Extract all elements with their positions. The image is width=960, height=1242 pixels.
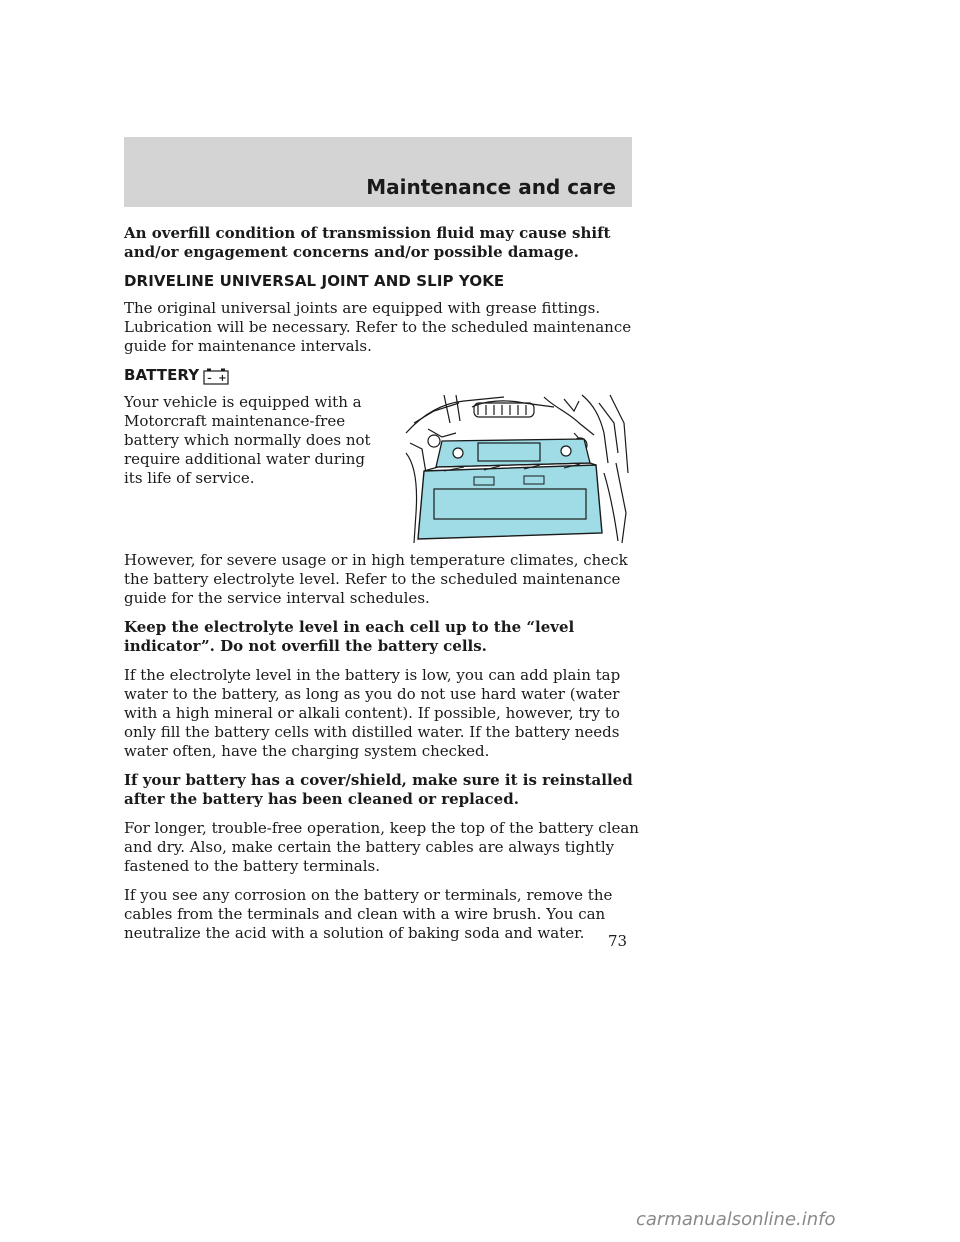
severe-usage-text: However, for severe usage or in high temperature climates, check the battery electrolyte level. Refer to the scheduled maintenance guide for the service interval schedules. [124, 551, 628, 607]
low-electrolyte-text: If the electrolyte level in the battery is low, you can add plain tap water to the battery, as long as you do not use hard water (water with a high mineral or alkali content). If possible, however, try to only fill the battery cells with distilled water. If the battery needs water often, have the charging system checked. [124, 666, 621, 760]
corrosion-text: If you see any corrosion on the battery or terminals, remove the cables from the terminals and clean with a wire brush. You can neutralize the acid with a solution of baking soda and water. [124, 886, 613, 942]
overfill-warning: An overfill condition of transmission fluid may cause shift and/or engagement concerns and/or possible damage. [124, 224, 611, 261]
battery-intro-row [124, 393, 644, 545]
driveline-heading: DRIVELINE UNIVERSAL JOINT AND SLIP YOKE [124, 272, 505, 290]
section-title: Maintenance and care [366, 175, 616, 199]
watermark: carmanualsonline.info [636, 1209, 836, 1230]
electrolyte-warning: Keep the electrolyte level in each cell up to the “level indicator”. Do not overfill the battery cells. [124, 618, 575, 655]
page-content [124, 224, 644, 953]
battery-intro: Your vehicle is equipped with a Motorcraft maintenance-free battery which normally does not require additional water during its life of service. [124, 393, 371, 487]
header-band [124, 137, 632, 207]
driveline-body: The original universal joints are equipped with grease fittings. Lubrication will be necessary. Refer to the scheduled maintenance guide for maintenance intervals. [124, 299, 632, 355]
battery-icon-plus: + [218, 372, 227, 384]
battery-illustration [404, 393, 632, 545]
page-number: 73 [608, 932, 628, 950]
battery-icon-minus: – [207, 373, 213, 384]
cover-warning: If your battery has a cover/shield, make sure it is reinstalled after the battery has been cleaned or replaced. [124, 771, 633, 808]
battery-heading: BATTERY [124, 366, 200, 384]
battery-icon [203, 367, 229, 385]
keep-clean-text: For longer, trouble-free operation, keep the top of the battery clean and dry. Also, make certain the battery cables are always tightly fastened to the battery terminals. [124, 819, 639, 875]
battery-heading-row [124, 366, 644, 385]
